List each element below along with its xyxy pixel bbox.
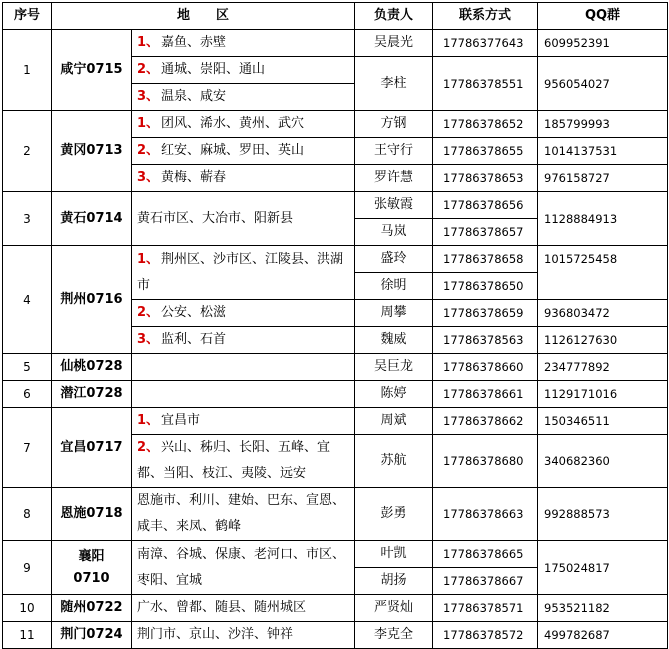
area-number: 2、	[137, 305, 160, 320]
table-row	[3, 622, 668, 649]
header-area: 地 区	[52, 3, 355, 30]
row-seq: 6	[3, 381, 52, 408]
area-item	[132, 381, 355, 408]
person-name: 周斌	[355, 408, 433, 435]
phone-number: 17786378667	[433, 568, 538, 595]
city-name: 恩施0718	[52, 488, 132, 541]
area-item	[132, 30, 355, 57]
area-item	[132, 354, 355, 381]
area-item	[132, 541, 355, 595]
area-text: 黄梅、蕲春	[161, 170, 227, 185]
qq-group: 185799993	[538, 111, 668, 138]
phone-number: 17786378663	[433, 488, 538, 541]
area-number: 2、	[137, 62, 160, 77]
qq-group: 956054027	[538, 57, 668, 111]
row-seq: 2	[3, 111, 52, 192]
city-name: 黄冈0713	[52, 111, 132, 192]
area-item	[132, 111, 355, 138]
qq-group: 976158727	[538, 165, 668, 192]
person-name: 马岚	[355, 219, 433, 246]
person-name: 吴晨光	[355, 30, 433, 57]
qq-group: 234777892	[538, 354, 668, 381]
table-row	[3, 595, 668, 622]
city-name: 随州0722	[52, 595, 132, 622]
qq-group: 175024817	[538, 541, 668, 595]
city-name: 荆州0716	[52, 246, 132, 354]
city-name: 仙桃0728	[52, 354, 132, 381]
row-seq: 4	[3, 246, 52, 354]
city-name-line2: 0710	[73, 570, 110, 586]
person-name: 王守行	[355, 138, 433, 165]
phone-number: 17786378650	[433, 273, 538, 300]
area-item	[132, 57, 355, 84]
area-number: 2、	[137, 143, 160, 158]
area-text: 南漳、谷城、保康、老河口、市区、枣阳、宜城	[137, 546, 346, 588]
area-text: 监利、石首	[161, 332, 227, 347]
area-text: 荆州区、沙市区、江陵县、洪湖市	[137, 251, 344, 293]
city-name: 潜江0728	[52, 381, 132, 408]
area-text: 公安、松滋	[161, 305, 227, 320]
phone-number: 17786378657	[433, 219, 538, 246]
area-number: 2、	[137, 440, 160, 455]
phone-number: 17786377643	[433, 30, 538, 57]
qq-group: 1014137531	[538, 138, 668, 165]
row-seq: 10	[3, 595, 52, 622]
phone-number: 17786378655	[433, 138, 538, 165]
header-seq: 序号	[3, 3, 52, 30]
person-name: 胡扬	[355, 568, 433, 595]
area-item	[132, 246, 355, 300]
city-name	[52, 541, 132, 595]
city-name: 宜昌0717	[52, 408, 132, 488]
phone-number: 17786378572	[433, 622, 538, 649]
area-text: 黄石市区、大冶市、阳新县	[137, 210, 294, 226]
qq-group: 499782687	[538, 622, 668, 649]
row-seq: 5	[3, 354, 52, 381]
city-name: 荆门0724	[52, 622, 132, 649]
area-item	[132, 622, 355, 649]
person-name: 李柱	[355, 57, 433, 111]
qq-group: 953521182	[538, 595, 668, 622]
area-text: 恩施市、利川、建始、巴东、宣恩、咸丰、来凤、鹤峰	[137, 493, 346, 534]
person-name: 严贤灿	[355, 595, 433, 622]
area-text: 嘉鱼、赤壁	[161, 35, 227, 50]
phone-number: 17786378563	[433, 327, 538, 354]
area-item	[132, 327, 355, 354]
city-name: 咸宁0715	[52, 30, 132, 111]
row-seq: 1	[3, 30, 52, 111]
area-item	[132, 165, 355, 192]
city-name: 黄石0714	[52, 192, 132, 246]
person-name: 陈婷	[355, 381, 433, 408]
person-name: 周攀	[355, 300, 433, 327]
area-item	[132, 300, 355, 327]
header-phone: 联系方式	[433, 3, 538, 30]
phone-number: 17786378665	[433, 541, 538, 568]
table-row	[3, 381, 668, 408]
phone-number: 17786378662	[433, 408, 538, 435]
person-name: 吴巨龙	[355, 354, 433, 381]
row-seq: 7	[3, 408, 52, 488]
area-number: 3、	[137, 89, 160, 104]
table-row	[3, 246, 668, 273]
area-text: 广水、曾都、随县、随州城区	[137, 600, 307, 615]
phone-number: 17786378658	[433, 246, 538, 273]
header-qq: QQ群	[538, 3, 668, 30]
phone-number: 17786378571	[433, 595, 538, 622]
phone-number: 17786378652	[433, 111, 538, 138]
qq-group: 340682360	[538, 435, 668, 488]
area-item	[132, 84, 355, 111]
qq-group: 936803472	[538, 300, 668, 327]
header-row	[3, 3, 668, 30]
area-number: 1、	[137, 413, 160, 428]
area-text: 温泉、咸安	[161, 89, 227, 104]
qq-group: 1129171016	[538, 381, 668, 408]
area-number: 3、	[137, 170, 160, 185]
person-name: 彭勇	[355, 488, 433, 541]
area-text: 团风、浠水、黄州、武穴	[161, 116, 305, 131]
person-name: 张敏霞	[355, 192, 433, 219]
person-name: 叶凯	[355, 541, 433, 568]
area-item	[132, 435, 355, 488]
person-name: 苏航	[355, 435, 433, 488]
area-item	[132, 408, 355, 435]
qq-group: 992888573	[538, 488, 668, 541]
table-row	[3, 354, 668, 381]
person-name: 徐明	[355, 273, 433, 300]
table-row	[3, 541, 668, 568]
phone-number: 17786378660	[433, 354, 538, 381]
area-number: 1、	[137, 116, 160, 131]
phone-number: 17786378551	[433, 57, 538, 111]
table-row	[3, 408, 668, 435]
area-number: 3、	[137, 332, 160, 347]
row-seq: 3	[3, 192, 52, 246]
table-row	[3, 192, 668, 219]
phone-number: 17786378680	[433, 435, 538, 488]
qq-group: 1015725458	[538, 246, 668, 300]
phone-number: 17786378653	[433, 165, 538, 192]
phone-number: 17786378656	[433, 192, 538, 219]
row-seq: 9	[3, 541, 52, 595]
area-text: 红安、麻城、罗田、英山	[161, 143, 305, 158]
area-text: 兴山、秭归、长阳、五峰、宜都、当阳、枝江、夷陵、远安	[137, 440, 331, 481]
area-text: 通城、崇阳、通山	[161, 62, 266, 77]
table-row	[3, 111, 668, 138]
qq-group: 1128884913	[538, 192, 668, 246]
person-name: 方钢	[355, 111, 433, 138]
area-text: 荆门市、京山、沙洋、钟祥	[137, 627, 294, 642]
area-text: 宜昌市	[161, 413, 201, 428]
header-person: 负责人	[355, 3, 433, 30]
person-name: 盛玲	[355, 246, 433, 273]
person-name: 魏威	[355, 327, 433, 354]
row-seq: 11	[3, 622, 52, 649]
qq-group: 150346511	[538, 408, 668, 435]
row-seq: 8	[3, 488, 52, 541]
area-number: 1、	[137, 35, 160, 50]
person-name: 李克全	[355, 622, 433, 649]
person-name: 罗许慧	[355, 165, 433, 192]
contact-table	[2, 2, 668, 649]
area-item	[132, 138, 355, 165]
phone-number: 17786378659	[433, 300, 538, 327]
city-name-line1: 襄阳	[78, 548, 105, 564]
phone-number: 17786378661	[433, 381, 538, 408]
area-item	[132, 595, 355, 622]
area-number: 1、	[137, 251, 160, 267]
qq-group: 1126127630	[538, 327, 668, 354]
qq-group: 609952391	[538, 30, 668, 57]
area-item	[132, 192, 355, 246]
table-row	[3, 30, 668, 57]
area-item	[132, 488, 355, 541]
